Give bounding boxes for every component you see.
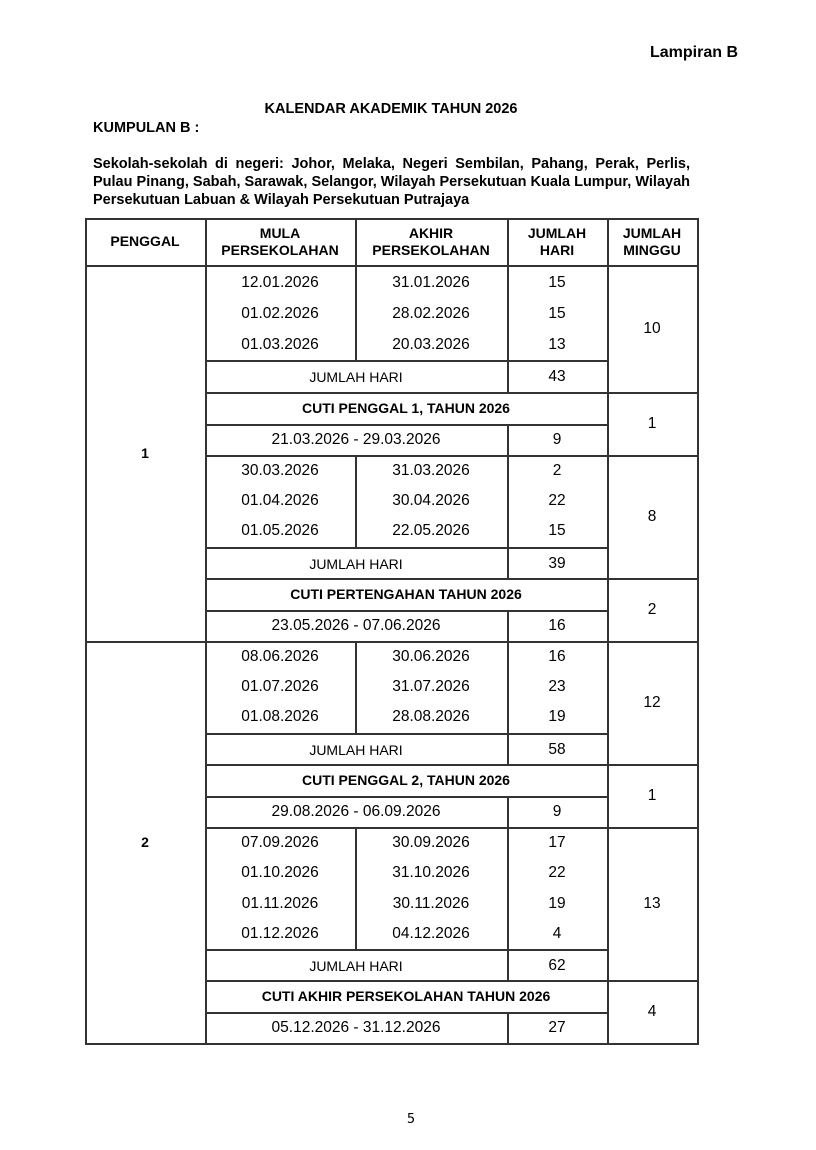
start-date: 07.09.2026 [241,834,319,851]
end-date: 30.11.2026 [392,895,470,912]
day-count: 15 [548,522,566,539]
day-count: 13 [548,335,566,353]
header-mula: MULA PERSEKOLAHAN [221,224,339,258]
holiday-dates: 05.12.2026 - 31.12.2026 [271,1019,441,1036]
jumlah-hari-label: JUMLAH HARI [309,957,403,974]
start-date: 01.10.2026 [241,864,319,881]
states-paragraph: Sekolah-sekolah di negeri: Johor, Melaka, Negeri Sembilan, Pahang, Perak, Perlis, Pulau Pinang, Sabah, Sarawak, Selangor, Wilayah Persekutuan Kuala Lumpur, Wilayah Persekutuan Labuan & Wilayah Persekutuan Putrajaya [93,156,690,208]
day-count: 15 [548,273,566,291]
header-akhir: AKHIR PERSEKOLAHAN [372,224,490,258]
day-count: 15 [548,304,566,322]
start-date: 01.04.2026 [241,492,319,509]
start-date: 12.01.2026 [241,273,319,291]
start-date: 08.06.2026 [241,648,319,665]
day-count: 4 [552,925,562,942]
header-jumlah-hari: JUMLAH HARI [527,224,587,258]
jumlah-hari-label: JUMLAH HARI [309,555,403,572]
end-date: 22.05.2026 [392,522,470,539]
holiday-days: 9 [552,431,562,448]
end-date: 30.06.2026 [392,648,470,665]
header-penggal: PENGGAL [110,233,180,249]
start-date: 01.02.2026 [241,304,319,322]
penggal-2-label: 2 [141,834,149,850]
holiday-title: CUTI PERTENGAHAN TAHUN 2026 [290,586,522,602]
start-date: 01.07.2026 [241,678,319,695]
holiday-title: CUTI PENGGAL 1, TAHUN 2026 [302,400,510,416]
jumlah-hari-total: 39 [548,554,566,572]
holiday-days: 16 [548,617,566,634]
holiday-dates: 21.03.2026 - 29.03.2026 [271,431,441,448]
day-count: 2 [552,462,562,479]
day-count: 19 [548,708,566,725]
holiday-title: CUTI PENGGAL 2, TAHUN 2026 [302,772,510,788]
end-date: 28.08.2026 [392,708,470,725]
start-date: 01.08.2026 [241,708,319,725]
header-jumlah-minggu: JUMLAH MINGGU [622,224,682,258]
jumlah-minggu: 8 [647,507,657,525]
day-count: 19 [548,895,566,912]
day-count: 16 [548,648,566,665]
day-count: 22 [548,492,566,509]
jumlah-hari-total: 43 [548,367,566,385]
day-count: 22 [548,864,566,881]
end-date: 31.01.2026 [392,273,470,291]
end-date: 31.10.2026 [392,864,470,881]
jumlah-minggu: 13 [643,894,661,912]
document-title: KALENDAR AKADEMIK TAHUN 2026 [264,101,518,117]
start-date: 01.12.2026 [241,925,319,942]
holiday-weeks: 4 [647,1002,657,1020]
holiday-dates: 29.08.2026 - 06.09.2026 [271,803,441,820]
jumlah-hari-label: JUMLAH HARI [309,741,403,758]
table-border-right [697,218,699,1045]
holiday-days: 9 [552,803,562,820]
holiday-days: 27 [548,1019,566,1036]
end-date: 30.04.2026 [392,492,470,509]
page-number: 5 [406,1112,416,1127]
end-date: 31.07.2026 [392,678,470,695]
end-date: 31.03.2026 [392,462,470,479]
start-date: 01.03.2026 [241,335,319,353]
start-date: 01.05.2026 [241,522,319,539]
holiday-title: CUTI AKHIR PERSEKOLAHAN TAHUN 2026 [261,988,551,1004]
jumlah-hari-total: 62 [548,956,566,974]
jumlah-minggu: 12 [643,693,661,711]
start-date: 30.03.2026 [241,462,319,479]
annex-label: Lampiran B [649,44,738,61]
end-date: 28.02.2026 [392,304,470,322]
day-count: 23 [548,678,566,695]
holiday-dates: 23.05.2026 - 07.06.2026 [271,617,441,634]
penggal-1-label: 1 [141,445,149,461]
end-date: 04.12.2026 [392,925,470,942]
end-date: 30.09.2026 [392,834,470,851]
start-date: 01.11.2026 [241,895,319,912]
day-count: 17 [548,834,566,851]
holiday-weeks: 1 [647,414,657,432]
jumlah-hari-label: JUMLAH HARI [309,368,403,385]
jumlah-minggu: 10 [643,319,661,337]
end-date: 20.03.2026 [392,335,470,353]
jumlah-hari-total: 58 [548,740,566,758]
group-label: KUMPULAN B : [93,120,200,136]
holiday-weeks: 1 [647,786,657,804]
holiday-weeks: 2 [647,600,657,618]
